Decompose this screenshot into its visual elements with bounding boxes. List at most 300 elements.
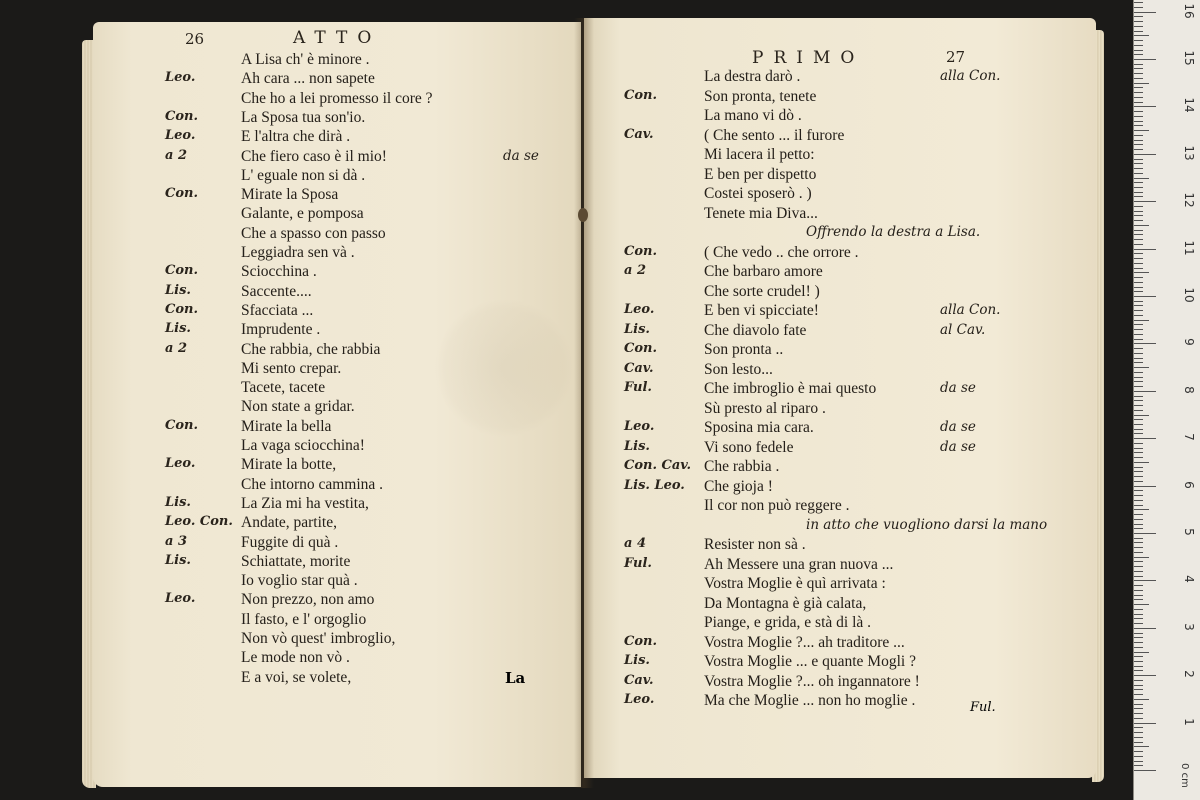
ruler-number: 12 [1182, 192, 1196, 208]
verse-line [584, 673, 1089, 693]
ruler-tick [1134, 31, 1143, 32]
ruler-tick [1134, 609, 1143, 610]
verse-line [584, 88, 1089, 108]
ruler-tick [1134, 628, 1156, 629]
ruler-tick [1134, 685, 1143, 686]
line-text: La Zia mi ha vestita, [241, 494, 369, 512]
ruler-tick [1134, 21, 1143, 22]
ruler-number: 5 [1182, 528, 1196, 536]
ruler-tick [1134, 282, 1143, 283]
ruler-tick [1134, 125, 1143, 126]
ruler-tick [1134, 178, 1149, 179]
right-page [584, 18, 1096, 778]
verse-line [584, 536, 1089, 556]
ruler-tick [1134, 495, 1143, 496]
ruler-tick [1134, 561, 1143, 562]
ruler-tick [1134, 239, 1143, 240]
ruler-tick [1134, 708, 1143, 709]
ruler-tick [1134, 296, 1156, 297]
verse-line [584, 556, 1089, 576]
line-text: Non vò quest' imbroglio, [241, 630, 396, 647]
ruler-number: 4 [1182, 575, 1196, 584]
ruler-tick [1134, 377, 1143, 378]
ruler-tick [1134, 443, 1143, 444]
stage-direction: da se [940, 380, 976, 396]
ruler-tick [1134, 576, 1143, 577]
ruler-tick [1134, 149, 1143, 150]
speaker-label: Con. [624, 87, 657, 103]
ruler-tick [1134, 315, 1143, 316]
ruler-tick [1134, 40, 1143, 41]
line-text: E ben vi spicciate! [704, 302, 819, 319]
speaker-label: Lis. [624, 321, 650, 337]
ruler-number: 1 [1182, 717, 1196, 726]
line-text: Sù presto al riparo . [704, 399, 826, 417]
ruler-tick [1134, 135, 1143, 136]
verse-line [584, 458, 1089, 478]
verse-line [584, 497, 1089, 517]
ruler-tick [1134, 230, 1143, 231]
line-text: Che gioja ! [704, 477, 773, 495]
ruler-tick [1134, 666, 1143, 667]
line-text: Tenete mia Diva... [704, 204, 818, 222]
verse-line [584, 341, 1089, 361]
speaker-label: Leo. [165, 456, 196, 472]
verse-line [93, 495, 573, 515]
verse-line [93, 553, 573, 573]
ruler-number: 15 [1182, 50, 1196, 66]
speaker-label: Lis. [165, 552, 191, 568]
ruler-tick [1134, 675, 1156, 676]
line-text: Vostra Moglie ... e quante Mogli ? [704, 653, 916, 670]
ruler-tick [1134, 102, 1143, 103]
line-text: Ah Messere una gran nuova ... [704, 555, 894, 573]
ruler-tick [1134, 173, 1143, 174]
ruler-tick [1134, 699, 1149, 700]
ruler-tick [1134, 424, 1143, 425]
line-text: Schiattate, morite [241, 552, 351, 570]
ruler-tick [1134, 249, 1156, 250]
line-text: Mi lacera il petto: [704, 146, 815, 163]
ruler-tick [1134, 2, 1143, 3]
speaker-label: Leo. [165, 128, 196, 144]
ruler-tick [1134, 462, 1149, 463]
speaker-label: Con. [165, 186, 198, 202]
line-text: ( Che sento ... il furore [704, 126, 845, 144]
library-watermark [434, 298, 574, 438]
page-number: 26 [185, 30, 205, 48]
ruler-number: 13 [1182, 145, 1196, 161]
speaker-label: Con. Cav. [624, 458, 692, 473]
verse-line [93, 630, 573, 650]
verse-line [93, 186, 573, 206]
verse-line [93, 649, 573, 669]
ruler-tick [1134, 301, 1143, 302]
ruler-tick [1134, 253, 1143, 254]
line-text: Non state a gridar. [241, 398, 355, 416]
line-text: Che rabbia, che rabbia [241, 340, 381, 358]
stage-direction: da se [940, 438, 976, 455]
ruler-tick [1134, 595, 1143, 596]
verse-line [93, 205, 573, 225]
ruler-tick [1134, 45, 1143, 46]
ruler-tick [1134, 272, 1149, 273]
verse-line [93, 244, 573, 264]
ruler-number: 14 [1182, 97, 1196, 114]
speaker-label: Cav. [624, 672, 654, 688]
stage-direction: da se [940, 419, 976, 435]
ruler-tick [1134, 343, 1156, 344]
ruler-number: 11 [1182, 239, 1196, 256]
ruler-tick [1134, 490, 1143, 491]
speaker-label: Lis. Leo. [624, 477, 685, 493]
ruler-tick [1134, 405, 1143, 406]
ruler-tick [1134, 746, 1149, 747]
ruler-tick [1134, 144, 1143, 145]
verse-line [93, 148, 573, 168]
verse-line [584, 439, 1089, 459]
speaker-label: a 2 [165, 340, 187, 356]
ruler-tick [1134, 163, 1143, 164]
ruler-tick [1134, 310, 1143, 311]
ruler-tick [1134, 566, 1143, 567]
ruler-tick [1134, 647, 1143, 648]
verse-line [584, 595, 1089, 615]
ruler-tick [1134, 509, 1149, 510]
line-text: Vi sono fedele [704, 438, 794, 456]
ruler-tick [1134, 329, 1143, 330]
ruler-tick [1134, 718, 1143, 719]
ruler-tick [1134, 538, 1143, 539]
line-text: Tacete, tacete [241, 379, 326, 397]
speaker-label: Con. [165, 108, 198, 124]
ruler-tick [1134, 206, 1143, 207]
speaker-label: Lis. [165, 282, 191, 298]
catchword: La [505, 669, 526, 687]
verse-line [584, 419, 1089, 439]
ruler-tick [1134, 111, 1143, 112]
ruler-tick [1134, 604, 1149, 605]
ruler-tick [1134, 637, 1143, 638]
ruler-tick [1134, 211, 1143, 212]
verse-line [584, 68, 1089, 88]
ruler-tick [1134, 268, 1143, 269]
ruler-tick [1134, 386, 1143, 387]
line-text: L' eguale non si dà . [241, 166, 366, 184]
ruler-tick [1134, 751, 1143, 752]
verse-line [93, 534, 573, 554]
ruler-tick [1134, 590, 1143, 591]
line-text: Galante, e pomposa [241, 205, 364, 223]
ruler-tick [1134, 358, 1143, 359]
ruler-tick [1134, 448, 1143, 449]
ruler-tick [1134, 429, 1143, 430]
ruler-tick [1134, 519, 1143, 520]
verse-line [93, 669, 573, 689]
ruler-tick [1134, 481, 1143, 482]
stage-direction: alla Con. [940, 302, 1001, 318]
ruler-tick [1134, 661, 1143, 662]
ruler-tick [1134, 732, 1143, 733]
ruler-tick [1134, 64, 1143, 65]
verse-line [584, 205, 1089, 225]
verse-line [584, 478, 1089, 498]
ruler-tick [1134, 263, 1143, 264]
line-text: Vostra Moglie ?... oh ingannatore ! [704, 672, 920, 690]
ruler-tick [1134, 585, 1143, 586]
stage-direction: Offrendo la destra a Lisa. [806, 224, 981, 240]
ruler-number: 9 [1182, 338, 1196, 347]
line-text: Le mode non vò . [241, 649, 350, 667]
ruler-tick [1134, 12, 1156, 13]
running-head: PRIMO [752, 48, 865, 68]
ruler-tick [1134, 467, 1143, 468]
ruler-tick [1134, 196, 1143, 197]
line-text: ( Che vedo .. che orrore . [704, 243, 859, 261]
ruler-tick [1134, 514, 1143, 515]
ruler-tick [1134, 121, 1143, 122]
verse-line [93, 109, 573, 129]
line-text: Il cor non può reggere . [704, 497, 850, 514]
ruler-tick [1134, 670, 1143, 671]
speaker-label: Ful. [624, 555, 652, 571]
ruler-tick [1134, 116, 1143, 117]
line-text: Che rabbia . [704, 458, 780, 475]
line-text: Imprudente . [241, 321, 321, 339]
ruler-tick [1134, 656, 1143, 657]
ruler-number: 7 [1182, 433, 1196, 441]
line-text: Andate, partite, [241, 514, 337, 532]
ruler-tick [1134, 419, 1143, 420]
verse-line [584, 653, 1089, 673]
ruler-tick [1134, 362, 1143, 363]
ruler-tick [1134, 234, 1143, 235]
ruler-tick [1134, 353, 1143, 354]
line-text: La vaga sciocchina! [241, 437, 365, 454]
ruler-tick [1134, 68, 1143, 69]
ruler-tick [1134, 727, 1143, 728]
line-text: E l'altra che dirà . [241, 128, 351, 146]
line-text: La Sposa tua son'io. [241, 108, 366, 126]
verse-line [584, 302, 1089, 322]
speaker-label: Lis. [624, 438, 650, 454]
ruler-tick [1134, 59, 1156, 60]
ruler-tick [1134, 305, 1143, 306]
speaker-label: Cav. [624, 360, 654, 376]
line-text: Il fasto, e l' orgoglio [241, 610, 367, 628]
line-text: Son pronta, tenete [704, 87, 817, 105]
line-text: Sciocchina . [241, 263, 317, 281]
line-text: Son pronta .. [704, 341, 784, 358]
line-text: Che sorte crudel! ) [704, 282, 820, 300]
speaker-label: Con. [624, 243, 657, 259]
line-text: Mi sento crepar. [241, 359, 342, 377]
verse-line [93, 263, 573, 283]
verse-line [584, 400, 1089, 420]
line-text: Non prezzo, non amo [241, 591, 375, 609]
verse-line [584, 517, 1089, 537]
ruler-tick [1134, 704, 1143, 705]
ruler-tick [1134, 737, 1143, 738]
ruler-tick [1134, 7, 1143, 8]
binding-stitch [578, 208, 588, 222]
verse-line [93, 572, 573, 592]
ruler-tick [1134, 140, 1143, 141]
line-text: Che fiero caso è il mio! [241, 147, 387, 165]
speaker-label: Leo. [165, 70, 196, 86]
ruler-tick [1134, 159, 1143, 160]
verse-line [93, 167, 573, 187]
ruler-tick [1134, 547, 1143, 548]
ruler-tick [1134, 580, 1156, 581]
line-text: Son lesto... [704, 360, 773, 378]
ruler-tick [1134, 433, 1143, 434]
ruler-tick [1134, 16, 1143, 17]
ruler-tick [1134, 756, 1143, 757]
ruler-tick [1134, 680, 1143, 681]
ruler-tick [1134, 542, 1143, 543]
verse-line [584, 692, 1089, 712]
line-text: Piange, e grida, e stà di là . [704, 614, 872, 631]
ruler-tick [1134, 168, 1143, 169]
ruler-tick [1134, 87, 1143, 88]
running-head: ATTO [293, 28, 382, 48]
ruler-tick [1134, 770, 1156, 771]
line-text: Resister non sà . [704, 536, 806, 553]
ruler-tick [1134, 225, 1149, 226]
line-text: Che a spasso con passo [241, 224, 386, 242]
ruler-tick [1134, 381, 1143, 382]
ruler-tick [1134, 320, 1149, 321]
ruler-tick [1134, 348, 1143, 349]
ruler-tick [1134, 106, 1156, 107]
ruler-tick [1134, 689, 1143, 690]
stage-direction: alla Con. [940, 68, 1001, 84]
speaker-label: Leo. [624, 419, 655, 434]
verse-line [584, 127, 1089, 147]
ruler-tick [1134, 372, 1143, 373]
verse-line [93, 611, 573, 631]
line-text: Fuggite di quà . [241, 533, 339, 551]
ruler-number: 2 [1182, 670, 1196, 678]
ruler-tick [1134, 73, 1143, 74]
verse-line [584, 263, 1089, 283]
ruler-number: 6 [1182, 480, 1196, 489]
stage-direction: da se [503, 147, 539, 164]
verse-line [93, 128, 573, 148]
ruler-tick [1134, 524, 1143, 525]
ruler-tick [1134, 410, 1143, 411]
line-text: Vostra Moglie ?... ah traditore ... [704, 633, 905, 651]
verse-line [584, 166, 1089, 186]
ruler-tick [1134, 192, 1143, 193]
ruler-number: 8 [1182, 385, 1196, 394]
speaker-label: a 3 [165, 533, 187, 549]
ruler-tick [1134, 471, 1143, 472]
ruler-tick [1134, 182, 1143, 183]
line-text: Che diavolo fate [704, 321, 807, 339]
line-text: Saccente.... [241, 282, 312, 300]
speaker-label: a 2 [624, 263, 646, 278]
verse-line [93, 476, 573, 496]
ruler-tick [1134, 97, 1143, 98]
speaker-label: Con. [624, 341, 657, 356]
speaker-label: Ful. [624, 380, 652, 395]
ruler-tick [1134, 287, 1143, 288]
ruler-tick [1134, 452, 1143, 453]
ruler-tick [1134, 400, 1143, 401]
ruler-tick [1134, 761, 1143, 762]
ruler-tick [1134, 618, 1143, 619]
verse-line [584, 146, 1089, 166]
ruler-tick [1134, 154, 1156, 155]
speaker-label: Con. [624, 633, 657, 649]
ruler-tick [1134, 500, 1143, 501]
speaker-label: Con. [165, 301, 198, 317]
speaker-label: Leo. [624, 302, 655, 317]
ruler-tick [1134, 220, 1143, 221]
catchword: Ful. [970, 700, 996, 715]
line-text: Sfacciata ... [241, 301, 314, 319]
line-text: Io voglio star quà . [241, 572, 358, 590]
ruler-tick [1134, 50, 1143, 51]
speaker-label: Leo. Con. [165, 514, 233, 530]
verse-line [584, 575, 1089, 595]
ruler-number: 3 [1182, 622, 1196, 631]
ruler-tick [1134, 215, 1143, 216]
stage-direction: in atto che vuogliono darsi la mano [806, 516, 1048, 533]
ruler-tick [1134, 528, 1143, 529]
ruler-tick [1134, 571, 1143, 572]
verse-line [93, 514, 573, 534]
ruler-tick [1134, 765, 1143, 766]
verse-line [93, 90, 573, 110]
ruler-tick [1134, 623, 1143, 624]
ruler-tick [1134, 334, 1143, 335]
verse-line [93, 225, 573, 245]
line-text: Che intorno cammina . [241, 475, 384, 493]
line-text: Leggiadra sen và . [241, 244, 355, 261]
speaker-label: Leo. [165, 591, 196, 607]
ruler-tick [1134, 78, 1143, 79]
line-text: La destra darò . [704, 68, 801, 85]
ruler-tick [1134, 533, 1156, 534]
stage-direction: al Cav. [940, 321, 986, 338]
ruler-tick [1134, 652, 1149, 653]
speaker-label: Con. [165, 417, 198, 433]
line-text: E ben per dispetto [704, 165, 817, 183]
line-text: A Lisa ch' è minore . [241, 51, 370, 68]
verse-line [584, 283, 1089, 303]
ruler-tick [1134, 457, 1143, 458]
ruler-tick [1134, 742, 1143, 743]
verse-line [93, 51, 573, 71]
line-text: Che ho a lei promesso il core ? [241, 89, 433, 107]
speaker-label: Lis. [624, 653, 650, 668]
ruler-tick [1134, 54, 1143, 55]
line-text: Sposina mia cara. [704, 419, 814, 436]
ruler-tick [1134, 35, 1149, 36]
line-text: Da Montagna è già calata, [704, 594, 867, 612]
line-text: Costei sposerò . ) [704, 185, 812, 202]
verse-line [584, 322, 1089, 342]
speaker-label: Cav. [624, 126, 654, 142]
line-text: Ah cara ... non sapete [241, 70, 375, 88]
ruler-tick [1134, 277, 1143, 278]
verse-line [584, 634, 1089, 654]
ruler-tick [1134, 83, 1149, 84]
ruler-tick [1134, 713, 1143, 714]
